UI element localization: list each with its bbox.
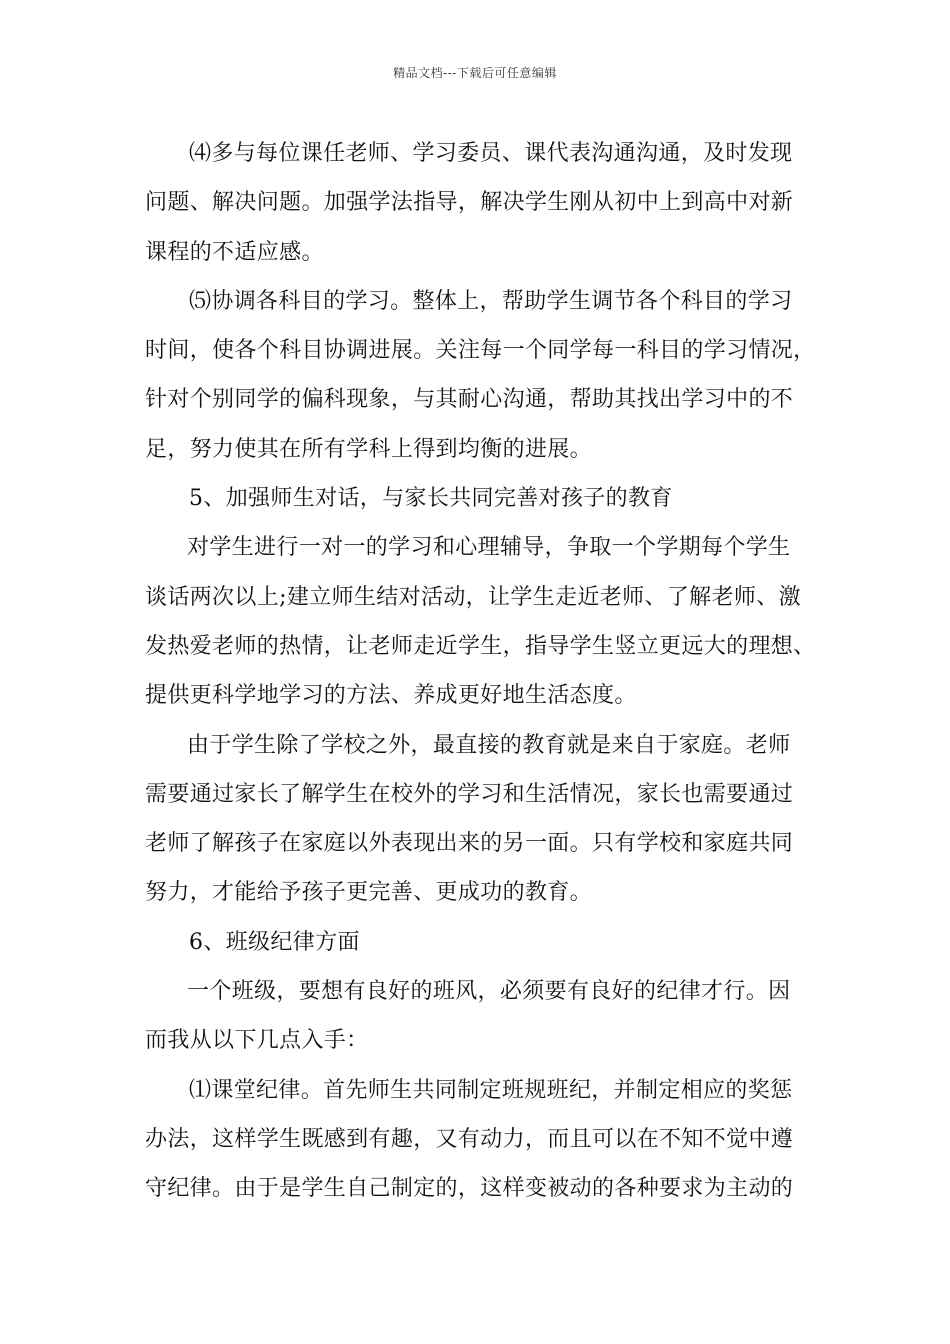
document-body: [145, 129, 816, 1214]
paragraph-line: ⑷多与每位课任老师、学习委员、课代表沟通沟通，及时发现: [189, 141, 793, 166]
section-heading: 6、班级纪律方面: [189, 929, 360, 955]
paragraph-line: 办法，这样学生既感到有趣，又有动力，而且可以在不知不觉中遵: [145, 1126, 794, 1152]
paragraph-line: ⑴课堂纪律。首先师生共同制定班规班纪，并制定相应的奖惩: [189, 1077, 793, 1103]
paragraph-line: 课程的不适应感。: [145, 239, 324, 265]
paragraph-line: ⑸协调各科目的学习。整体上，帮助学生调节各个科目的学习: [189, 288, 793, 314]
paragraph-line: 需要通过家长了解学生在校外的学习和生活情况，家长也需要通过: [145, 781, 794, 807]
paragraph-line: 由于学生除了学校之外，最直接的教育就是来自于家庭。老师: [187, 732, 791, 758]
page-header: 精品文档---下载后可任意编辑: [393, 66, 557, 80]
paragraph-line: 老师了解孩子在家庭以外表现出来的另一面。只有学校和家庭共同: [145, 831, 794, 857]
paragraph-line: 努力，才能给予孩子更完善、更成功的教育。: [145, 880, 593, 906]
paragraph-line: 足，努力使其在所有学科上得到均衡的进展。: [145, 436, 593, 462]
paragraph-line: 对学生进行一对一的学习和心理辅导，争取一个学期每个学生: [187, 535, 791, 561]
paragraph-line: 问题、解决问题。加强学法指导，解决学生刚从初中上到高中对新: [145, 190, 794, 216]
paragraph-line: 时间，使各个科目协调进展。关注每一个同学每一科目的学习情况，: [145, 338, 816, 364]
paragraph-line: 谈话两次以上;建立师生结对活动，让学生走近老师、了解老师、激: [145, 584, 801, 610]
paragraph-line: 守纪律。由于是学生自己制定的，这样变被动的各种要求为主动的: [145, 1176, 794, 1202]
paragraph-line: 而我从以下几点入手：: [145, 1028, 369, 1054]
section-heading: 5、加强师生对话，与家长共同完善对孩子的教育: [189, 486, 673, 512]
paragraph-line: 发热爱老师的热情，让老师走近学生，指导学生竖立更远大的理想、: [145, 633, 816, 659]
paragraph-line: 提供更科学地学习的方法、养成更好地生活态度。: [145, 683, 637, 709]
paragraph-line: 针对个别同学的偏科现象，与其耐心沟通，帮助其找出学习中的不: [145, 387, 794, 413]
paragraph-line: 一个班级，要想有良好的班风，必须要有良好的纪律才行。因: [187, 979, 791, 1005]
